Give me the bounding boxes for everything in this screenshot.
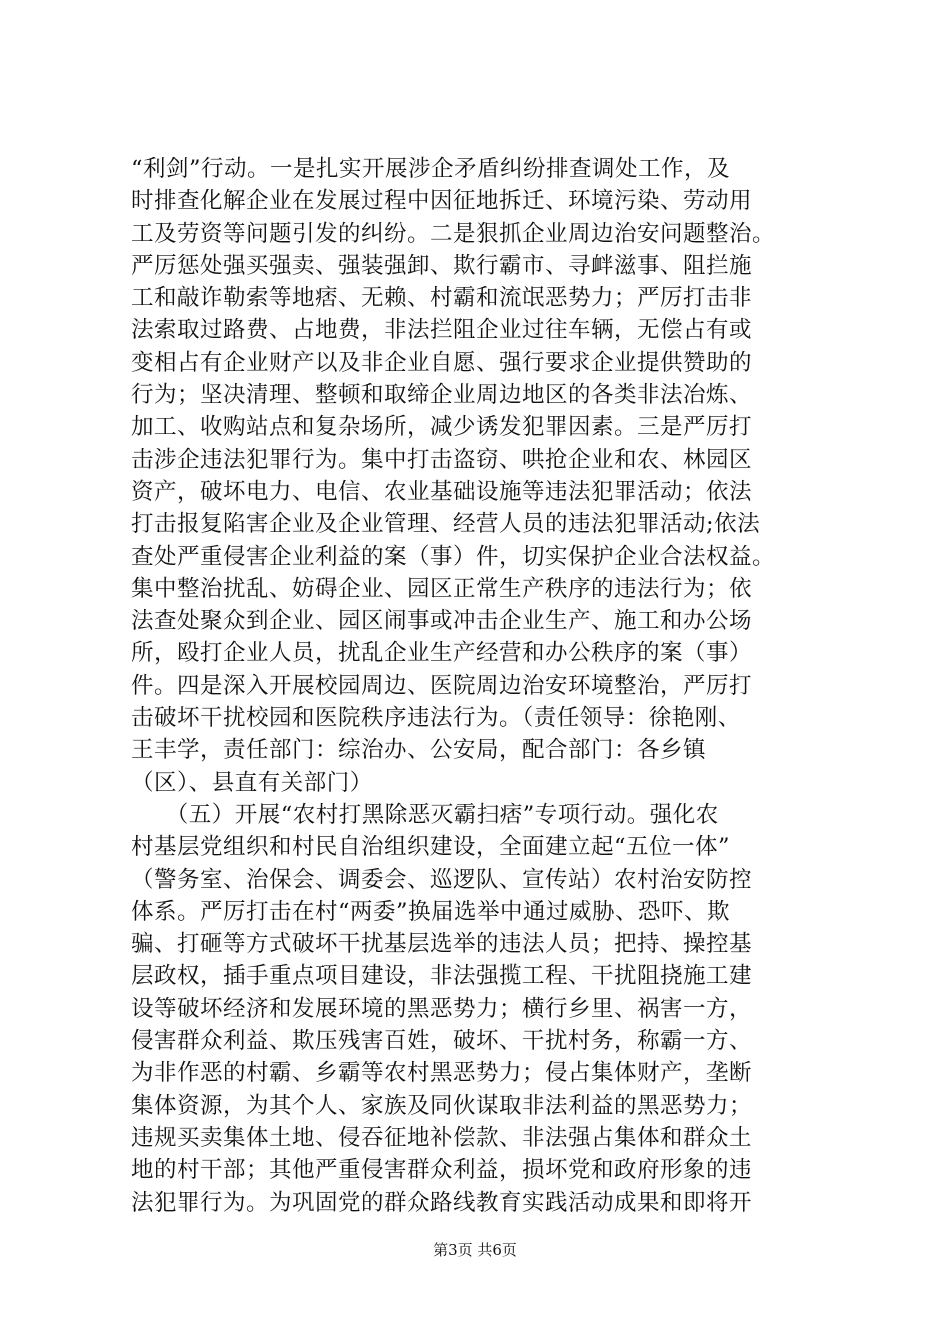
text-line: 严厉惩处强买强卖、强装强卸、欺行霸市、寻衅滋事、阻拦施	[131, 252, 753, 279]
text-line: 法犯罪行为。为巩固党的群众路线教育实践活动成果和即将开	[131, 1189, 753, 1216]
text-line: 加工、收购站点和复杂场所，减少诱发犯罪因素。三是严厉打	[131, 414, 753, 441]
text-line: 所，殴打企业人员，扰乱企业生产经营和办公秩序的案（事）	[131, 640, 753, 667]
page-footer	[0, 1240, 950, 1260]
text-line: 资产，破坏电力、电信、农业基础设施等违法犯罪活动；依法	[131, 478, 753, 505]
text-line: 违规买卖集体土地、侵吞征地补偿款、非法强占集体和群众土	[131, 1124, 753, 1151]
text-line: 地的村干部；其他严重侵害群众利益，损坏党和政府形象的违	[131, 1157, 753, 1184]
body-text	[131, 153, 831, 1219]
text-line: 打击报复陷害企业及企业管理、经营人员的违法犯罪活动;依法	[131, 511, 761, 538]
text-line: 件。四是深入开展校园周边、医院周边治安环境整治，严厉打	[131, 672, 753, 699]
text-line: （警务室、治保会、调委会、巡逻队、宣传站）农村治安防控	[131, 866, 753, 893]
text-line: “利剑”行动。一是扎实开展涉企矛盾纠纷排查调处工作，及	[131, 156, 731, 182]
text-line: 王丰学，责任部门：综治办、公安局，配合部门：各乡镇	[131, 737, 707, 764]
text-line: 法查处聚众到企业、园区闹事或冲击企业生产、施工和办公场	[131, 608, 753, 635]
text-line: 击涉企违法犯罪行为。集中打击盗窃、哄抢企业和农、林园区	[131, 446, 753, 473]
text-line: 设等破坏经济和发展环境的黑恶势力；横行乡里、祸害一方，	[131, 995, 753, 1022]
text-line: 体系。严厉打击在村“两委”换届选举中通过威胁、恐吓、欺	[131, 898, 731, 925]
page-indicator: 第3页 共6页	[433, 1241, 517, 1259]
text-line: （五）开展“农村打黑除恶灭霸扫痞”专项行动。强化农	[131, 801, 719, 828]
text-line: 侵害群众利益、欺压残害百姓，破坏、干扰村务，称霸一方、	[131, 1028, 753, 1055]
text-line: 法索取过路费、占地费，非法拦阻企业过往车辆，无偿占有或	[131, 317, 753, 344]
text-line: 集体资源，为其个人、家族及同伙谋取非法利益的黑恶势力；	[131, 1092, 753, 1119]
text-line: 层政权，插手重点项目建设，非法强揽工程、干扰阻挠施工建	[131, 963, 753, 990]
text-line: 查处严重侵害企业利益的案（事）件，切实保护企业合法权益。	[131, 543, 776, 570]
text-line: 工及劳资等问题引发的纠纷。二是狠抓企业周边治安问题整治。	[131, 220, 776, 247]
text-line: 集中整治扰乱、妨碍企业、园区正常生产秩序的违法行为；依	[131, 575, 753, 602]
text-line: 工和敲诈勒索等地痞、无赖、村霸和流氓恶势力；严厉打击非	[131, 285, 753, 312]
text-line: 变相占有企业财产以及非企业自愿、强行要求企业提供赞助的	[131, 349, 753, 376]
text-line: 击破坏干扰校园和医院秩序违法行为。（责任领导：徐艳刚、	[131, 705, 741, 732]
text-line: 村基层党组织和村民自治组织建设，全面建立起“五位一体”	[131, 834, 731, 861]
text-line: 行为；坚决清理、整顿和取缔企业周边地区的各类非法冶炼、	[131, 382, 753, 409]
text-line: 时排查化解企业在发展过程中因征地拆迁、环境污染、劳动用	[131, 188, 753, 215]
text-line: （区）、县直有关部门）	[131, 769, 373, 796]
text-line: 为非作恶的村霸、乡霸等农村黑恶势力；侵占集体财产，垄断	[131, 1060, 753, 1087]
text-line: 骗、打砸等方式破坏干扰基层选举的违法人员；把持、操控基	[131, 931, 753, 958]
